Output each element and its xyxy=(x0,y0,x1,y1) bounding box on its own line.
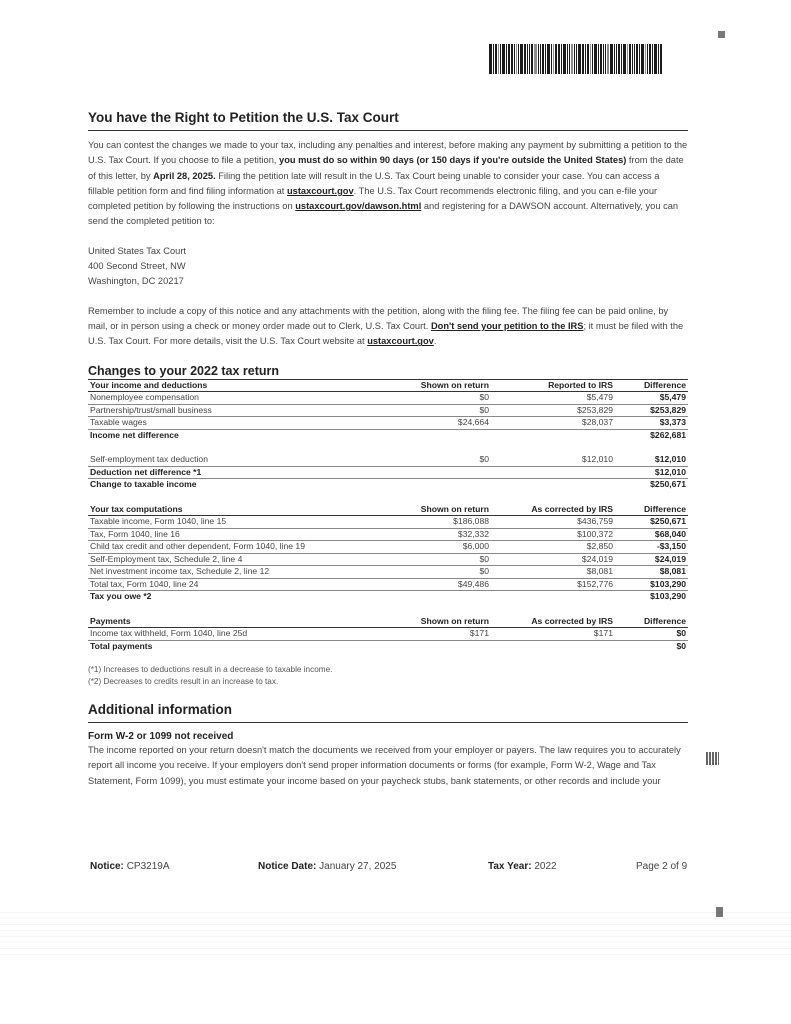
corrected-amount: As corrected by IRS xyxy=(491,616,615,628)
tax-computations-table xyxy=(88,504,688,603)
shown-on-return: $0 xyxy=(392,553,491,566)
row-label: Tax you owe *2 xyxy=(90,591,152,602)
table-row xyxy=(88,516,688,529)
footnote-1: (*1) Increases to deductions result in a decrease to taxable income. xyxy=(88,665,333,675)
table-row xyxy=(88,640,688,652)
dont-send-irs-link[interactable]: Don't send your petition to the IRS xyxy=(430,320,584,331)
difference: $24,019 xyxy=(615,553,688,566)
scan-artifact xyxy=(0,912,791,960)
corrected-amount: $28,037 xyxy=(491,417,615,430)
corrected-amount: $8,081 xyxy=(491,566,615,579)
row-label: Your income and deductions xyxy=(88,380,392,392)
shown-on-return xyxy=(392,466,491,479)
table-row xyxy=(88,454,688,466)
document-barcode xyxy=(489,44,663,74)
difference: $103,290 xyxy=(650,591,686,602)
shown-on-return xyxy=(392,429,491,441)
difference: $262,681 xyxy=(650,429,686,440)
corrected-amount: $12,010 xyxy=(491,454,615,466)
row-label: Deduction net difference *1 xyxy=(88,466,392,479)
table-row xyxy=(88,591,688,603)
difference: -$3,150 xyxy=(615,541,688,554)
corrected-amount: $253,829 xyxy=(491,404,615,417)
petition-text: Filing the petition late will result in the U.S. Tax Court being unable to consider your case. You can access a fillable petition form and find filing information at xyxy=(88,170,660,196)
page-content xyxy=(88,110,688,789)
difference: $103,290 xyxy=(615,578,688,591)
petition-paragraph xyxy=(88,138,688,230)
table-header-row xyxy=(88,616,688,628)
ustaxcourt-link[interactable]: ustaxcourt.gov xyxy=(286,185,354,196)
payments-table xyxy=(88,616,688,653)
shown-on-return: $171 xyxy=(392,628,491,641)
table-gap xyxy=(88,441,688,454)
row-label: Payments xyxy=(88,616,392,628)
address-line: United States Tax Court xyxy=(88,245,187,256)
additional-information xyxy=(88,702,688,789)
year-value: 2022 xyxy=(534,861,557,872)
address-line: Washington, DC 20217 xyxy=(88,276,184,287)
petition-text: . The U.S. Tax Court recommends electronic filing, and you can e-file your completed petition by following the instructions on xyxy=(88,185,658,212)
shown-on-return: Shown on return xyxy=(392,616,491,628)
tax-court-address xyxy=(88,244,688,290)
changes-heading: Changes to your 2022 tax return xyxy=(88,364,688,380)
deduction-table xyxy=(88,454,688,491)
difference: $0 xyxy=(615,628,688,641)
deadline-text: you must do so within 90 days (or 150 days if you're outside the United States) xyxy=(279,155,627,166)
corrected-amount: $24,019 xyxy=(491,553,615,566)
row-label: Tax, Form 1040, line 16 xyxy=(88,528,392,541)
table-row xyxy=(88,392,688,405)
fee-text: ; it must be filed with the U.S. Tax Court. For more details, visit the U.S. Tax Court website at xyxy=(88,320,684,347)
corrected-amount: $171 xyxy=(491,628,615,641)
row-label: Income net difference xyxy=(90,429,179,440)
row-label: Child tax credit and other dependent, Form 1040, line 19 xyxy=(88,541,392,554)
difference: Difference xyxy=(615,380,688,392)
fee-text: . xyxy=(433,336,437,347)
difference: $5,479 xyxy=(615,392,688,405)
petition-text: You can contest the changes we made to your tax, including any penalties and interest, before making any payment by submitting a petition to the U.S. Tax Court. If you choose to file a petition, xyxy=(88,140,688,166)
year-label: Tax Year: xyxy=(488,861,532,872)
difference: $68,040 xyxy=(615,528,688,541)
additional-heading: Additional information xyxy=(88,702,688,723)
corner-mark-top xyxy=(718,31,725,38)
petition-heading: You have the Right to Petition the U.S. Tax Court xyxy=(88,110,688,131)
table-row xyxy=(88,479,688,491)
shown-on-return: $186,088 xyxy=(392,516,491,529)
ustaxcourt-link[interactable]: ustaxcourt.gov xyxy=(367,336,434,347)
corrected-amount: Reported to IRS xyxy=(491,380,615,392)
table-row xyxy=(88,553,688,566)
difference: $0 xyxy=(676,640,686,651)
shown-on-return: $49,486 xyxy=(392,578,491,591)
table-gap xyxy=(88,491,688,504)
table-row xyxy=(88,566,688,579)
footnotes xyxy=(88,664,688,688)
row-label: Taxable income, Form 1040, line 15 xyxy=(88,516,392,529)
date-value: January 27, 2025 xyxy=(319,861,397,872)
corrected-amount: $100,372 xyxy=(491,528,615,541)
notice-label: Notice: xyxy=(90,861,124,872)
difference: $3,373 xyxy=(615,417,688,430)
corrected-amount xyxy=(491,429,615,441)
deadline-date: April 28, 2025. xyxy=(153,170,216,181)
shown-on-return: $6,000 xyxy=(392,541,491,554)
difference: $12,010 xyxy=(615,466,688,479)
difference: $12,010 xyxy=(615,454,688,466)
table-header-row xyxy=(88,504,688,516)
corrected-amount xyxy=(491,466,615,479)
table-row xyxy=(88,541,688,554)
table-row xyxy=(88,429,688,441)
row-label: Change to taxable income xyxy=(90,479,197,490)
difference: $250,671 xyxy=(650,479,686,490)
petition-text: from the date of this letter, by xyxy=(88,155,684,181)
page-number: Page 2 of 9 xyxy=(636,861,688,872)
corrected-amount: $436,759 xyxy=(491,516,615,529)
row-label: Net investment income tax, Schedule 2, line 12 xyxy=(88,566,392,579)
difference: $253,829 xyxy=(615,404,688,417)
table-header-row xyxy=(88,380,688,392)
w2-text: The income reported on your return doesn't match the documents we received from your employer or payers. The law requires you to accurately report all income you receive. If your employers don't send proper information documents or forms (for example, Form W-2, Wage and Tax Statement, Form 1099), you must estimate your income based on your paycheck stubs, bank statements, or other records and include your xyxy=(88,745,681,786)
shown-on-return xyxy=(392,591,491,603)
tax-year xyxy=(488,861,557,872)
row-label: Income tax withheld, Form 1040, line 25d xyxy=(88,628,392,641)
table-row xyxy=(88,578,688,591)
difference: Difference xyxy=(615,616,688,628)
footnote-2: (*2) Decreases to credits result in an increase to tax. xyxy=(88,677,279,687)
corrected-amount: As corrected by IRS xyxy=(491,504,615,516)
shown-on-return: $24,664 xyxy=(392,417,491,430)
date-label: Notice Date: xyxy=(258,861,317,872)
table-row xyxy=(88,528,688,541)
table-gap xyxy=(88,603,688,616)
corrected-amount: $2,850 xyxy=(491,541,615,554)
income-deductions-table xyxy=(88,380,688,442)
shown-on-return: $0 xyxy=(392,454,491,466)
row-label: Your tax computations xyxy=(88,504,392,516)
row-label: Self-employment tax deduction xyxy=(88,454,392,466)
address-line: 400 Second Street, NW xyxy=(88,261,186,272)
corrected-amount: $5,479 xyxy=(491,392,615,405)
petition-text: and registering for a DAWSON account. Alternatively, you can send the completed petition to: xyxy=(88,201,679,227)
shown-on-return: $0 xyxy=(392,566,491,579)
row-label: Total payments xyxy=(90,640,153,651)
fee-text: Remember to include a copy of this notice and any attachments with the petition, along with the filing fee. The filing fee can be paid online, by mail, or in person using a check or money order made out to Clerk, U.S. Tax Court. xyxy=(88,305,669,331)
corrected-amount xyxy=(491,640,615,652)
notice-date xyxy=(258,861,396,872)
shown-on-return xyxy=(392,640,491,652)
corrected-amount xyxy=(491,591,615,603)
table-row xyxy=(88,404,688,417)
difference: Difference xyxy=(615,504,688,516)
shown-on-return: $32,332 xyxy=(392,528,491,541)
row-label: Nonemployee compensation xyxy=(88,392,392,405)
difference: $250,671 xyxy=(615,516,688,529)
table-row xyxy=(88,417,688,430)
row-label: Self-Employment tax, Schedule 2, line 4 xyxy=(88,553,392,566)
row-label: Taxable wages xyxy=(88,417,392,430)
table-row xyxy=(88,466,688,479)
row-label: Total tax, Form 1040, line 24 xyxy=(88,578,392,591)
qr-code-icon xyxy=(706,752,719,765)
shown-on-return: Shown on return xyxy=(392,380,491,392)
difference: $8,081 xyxy=(615,566,688,579)
corrected-amount: $152,776 xyxy=(491,578,615,591)
notice-value: CP3219A xyxy=(126,861,170,872)
shown-on-return: $0 xyxy=(392,392,491,405)
corrected-amount xyxy=(491,479,615,491)
shown-on-return xyxy=(392,479,491,491)
table-row xyxy=(88,628,688,641)
row-label: Partnership/trust/small business xyxy=(88,404,392,417)
shown-on-return: $0 xyxy=(392,404,491,417)
notice-id xyxy=(90,861,170,872)
shown-on-return: Shown on return xyxy=(392,504,491,516)
w2-subheading: Form W-2 or 1099 not received xyxy=(88,731,234,743)
filing-fee-paragraph xyxy=(88,304,688,350)
dawson-link[interactable]: ustaxcourt.gov/dawson.html xyxy=(295,201,422,212)
